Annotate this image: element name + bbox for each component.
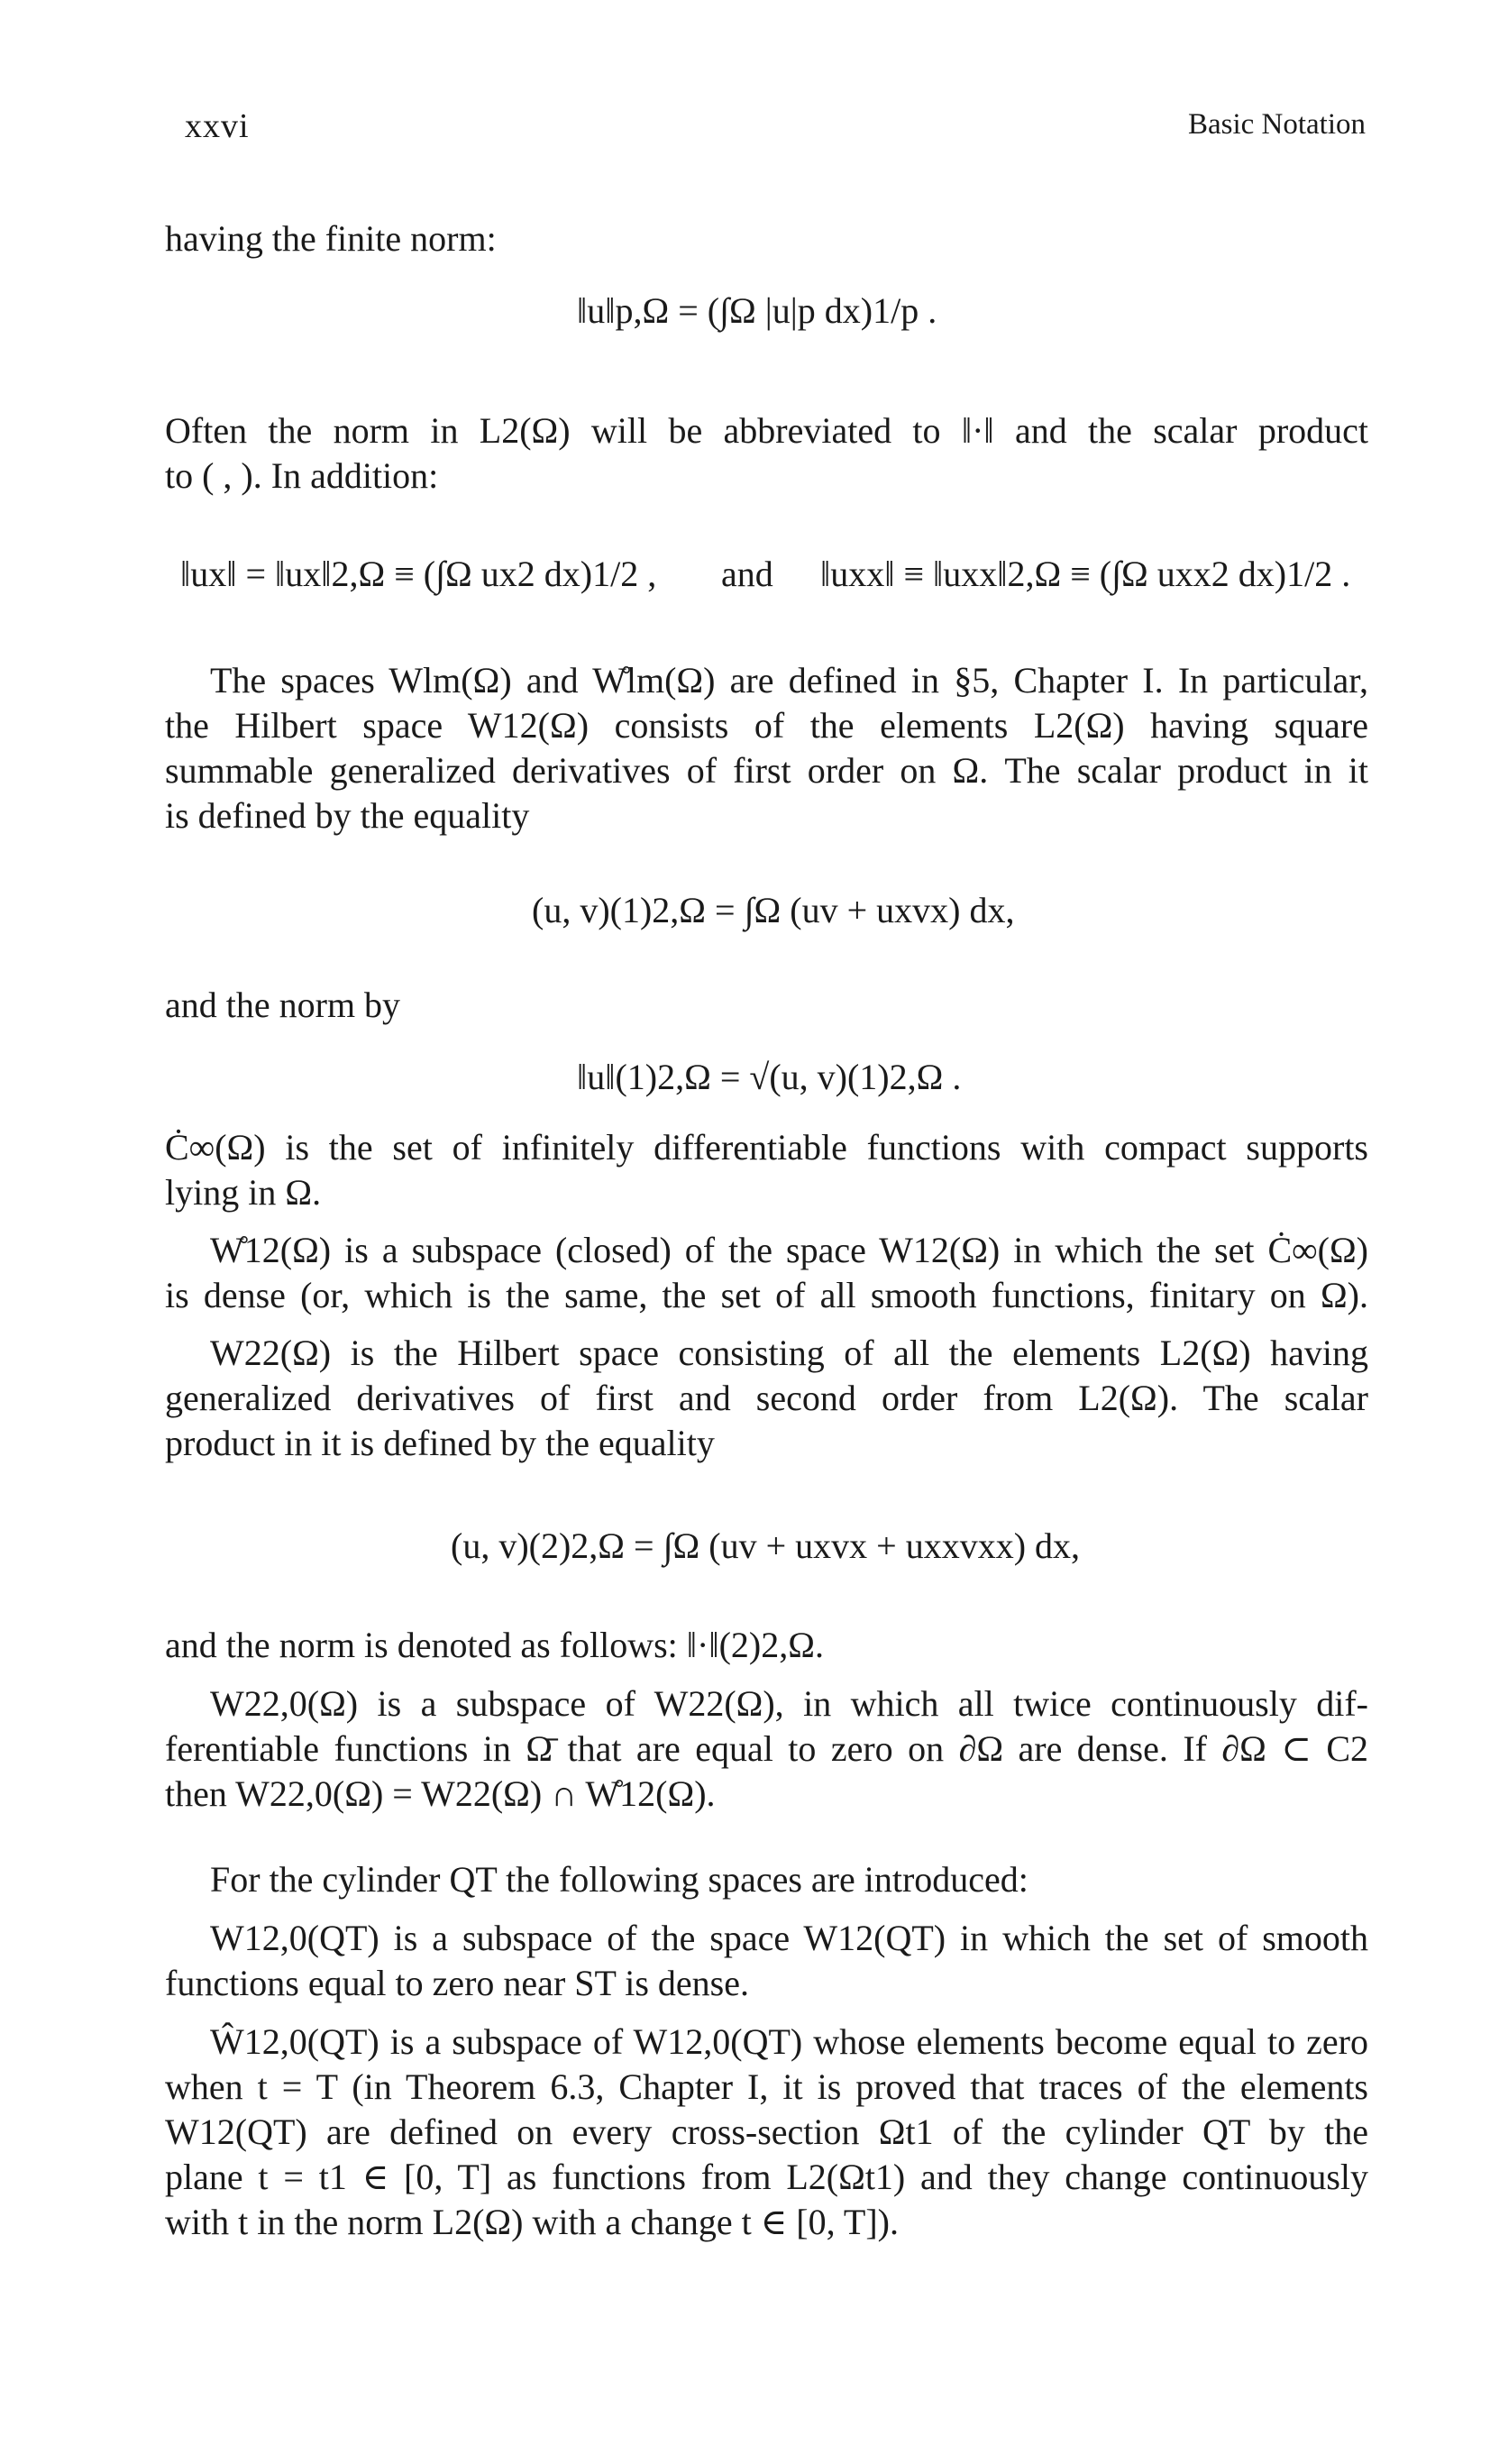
text-line: and the norm by xyxy=(165,985,401,1025)
equation-norm-1: ‖u‖(1)2,Ω = √(u, v)(1)2,Ω . xyxy=(577,1057,962,1097)
text-line: generalized derivatives of first and second order from L2(Ω). The scalar xyxy=(165,1378,1368,1418)
text-line: Ŵ12,0(QT) is a subspace of W12,0(QT) whose elements become equal to zero xyxy=(210,2021,1368,2062)
text-line: is defined by the equality xyxy=(165,795,530,836)
text-line: when t = T (in Theorem 6.3, Chapter I, it is proved that traces of the elements xyxy=(165,2066,1368,2107)
text-line: plane t = t1 ∈ [0, T] as functions from L2(Ωt1) and they change continuously xyxy=(165,2157,1368,2197)
text-line: functions equal to zero near ST is dense. xyxy=(165,1963,749,2003)
equation-ux-norm: ‖ux‖ = ‖ux‖2,Ω ≡ (∫Ω ux2 dx)1/2 , xyxy=(180,554,657,594)
text-line: Often the norm in L2(Ω) will be abbreviated to ‖·‖ and the scalar product xyxy=(165,410,1368,451)
equation-scalar-product-1: (u, v)(1)2,Ω = ∫Ω (uv + uxvx) dx, xyxy=(532,890,1015,930)
text-line: W12,0(QT) is a subspace of the space W12(QT) in which the set of smooth xyxy=(210,1918,1368,1958)
text-line: then W22,0(Ω) = W22(Ω) ∩ W̊12(Ω). xyxy=(165,1773,716,1814)
text-line: having the finite norm: xyxy=(165,218,497,259)
text-line: W22(Ω) is the Hilbert space consisting of all the elements L2(Ω) having xyxy=(210,1333,1368,1373)
text-line: summable generalized derivatives of first order on Ω. The scalar product in it xyxy=(165,750,1368,791)
text-line: product in it is defined by the equality xyxy=(165,1423,715,1463)
running-title: Basic Notation xyxy=(1187,108,1366,141)
equation-lp-norm xyxy=(577,289,937,334)
text-line: W22,0(Ω) is a subspace of W22(Ω), in which all twice continuously dif- xyxy=(210,1683,1368,1724)
text-line: is dense (or, which is the same, the set of all smooth functions, finitary on Ω). xyxy=(165,1275,1368,1315)
text-line: W̊12(Ω) is a subspace (closed) of the space W12(Ω) in which the set Ċ∞(Ω) xyxy=(210,1230,1368,1270)
equation-scalar-product-2: (u, v)(2)2,Ω = ∫Ω (uv + uxvx + uxxvxx) dx, xyxy=(451,1525,1081,1566)
page-number: xxvi xyxy=(185,107,250,145)
text-line: Ċ∞(Ω) is the set of infinitely differentiable functions with compact supports xyxy=(165,1127,1368,1168)
text-line: For the cylinder QT the following spaces are introduced: xyxy=(210,1859,1028,1900)
text-line: with t in the norm L2(Ω) with a change t ∈ [0, T]). xyxy=(165,2202,899,2242)
text-line: and the norm is denoted as follows: ‖·‖(2)2,Ω. xyxy=(165,1625,824,1665)
equation-text: ‖u‖p,Ω = (∫Ω |u|p dx)1/p . xyxy=(577,290,937,331)
equation-and: and xyxy=(721,554,773,594)
text-line: lying in Ω. xyxy=(165,1172,322,1213)
equation-uxx-norm: ‖uxx‖ ≡ ‖uxx‖2,Ω ≡ (∫Ω uxx2 dx)1/2 . xyxy=(820,554,1351,594)
text-line: the Hilbert space W12(Ω) consists of the elements L2(Ω) having square xyxy=(165,705,1368,746)
text-line: The spaces Wlm(Ω) and W̊lm(Ω) are defined in §5, Chapter I. In particular, xyxy=(210,660,1368,701)
text-line: to ( , ). In addition: xyxy=(165,455,439,496)
text-line: ferentiable functions in Ω̄ that are equal to zero on ∂Ω are dense. If ∂Ω ⊂ C2 xyxy=(165,1728,1368,1769)
text-line: W12(QT) are defined on every cross-section Ωt1 of the cylinder QT by the xyxy=(165,2111,1368,2152)
